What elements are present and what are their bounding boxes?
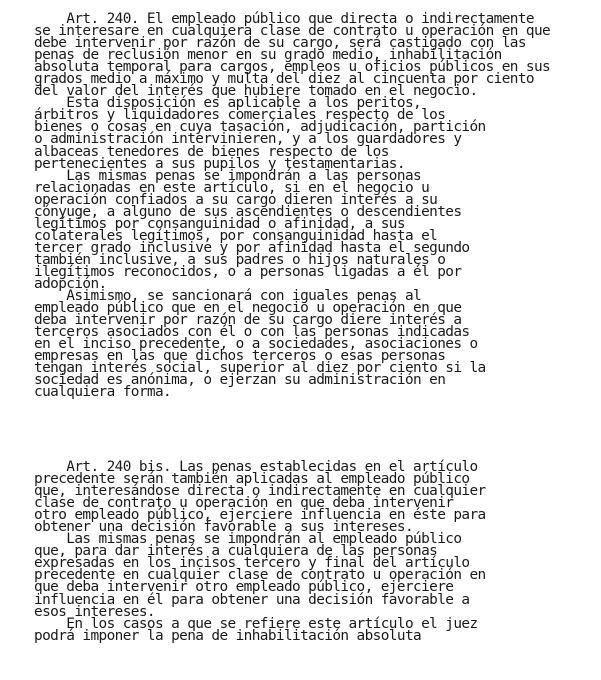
text-line: Esta disposición es aplicable a los peritos, xyxy=(34,95,422,112)
text-line: Las mismas penas se impondrán a las personas xyxy=(34,167,422,184)
text-line: que deba intervenir otro empleado público, ejerciere xyxy=(34,579,454,596)
text-line: albaceas tenedores de bienes respecto de los xyxy=(34,143,389,160)
text-line: cualquiera forma. xyxy=(34,384,172,401)
text-line: Las mismas penas se impondrán al empleado público xyxy=(34,531,462,548)
text-line: deba intervenir por razón de su cargo diere interés a xyxy=(34,312,462,329)
text-line: influencia en él para obtener una decisión favorable a xyxy=(34,591,470,608)
text-line: también inclusive, a sus padres o hijos naturales o xyxy=(34,251,446,268)
text-line: cónyuge, a alguno de sus ascendientes o descendientes xyxy=(34,203,462,220)
text-line: sociedad es anónima, o ejerzan su administración en xyxy=(34,372,446,389)
text-line: que, interesándose directa o indirectamente en cualquier xyxy=(34,483,486,500)
text-line: tengan interés social, superior al diez por ciento si la xyxy=(34,360,486,377)
text-line: terceros asociados con él o con las personas indicadas xyxy=(34,324,470,341)
text-line: debe intervenir por razón de su cargo, será castigado con las xyxy=(34,35,526,52)
text-line: adopción. xyxy=(34,276,107,293)
text-line: o administración intervinieren, y a los guardadores y xyxy=(34,131,462,148)
text-line: grados medio a máximo y multa del diez al cincuenta por ciento xyxy=(34,71,534,88)
article-240 xyxy=(34,13,601,399)
text-line: pertenecientes a sus pupilos y testamentarias. xyxy=(34,155,405,172)
article-240-bis xyxy=(34,461,601,642)
text-line: absoluta temporal para cargos, empleos u oficios públicos en sus xyxy=(34,59,551,76)
text-line: que, para dar interés a cualquiera de las personas xyxy=(34,543,438,560)
text-line: precedente serán también aplicadas al empleado público xyxy=(34,471,470,488)
text-line: operación confiados a su cargo dieren interés a su xyxy=(34,191,438,208)
text-line: legítimos por consanguinidad o afinidad, a sus xyxy=(34,215,405,232)
text-line: otro empleado público, ejerciere influencia en éste para xyxy=(34,507,486,524)
text-line: expresadas en los incisos tercero y final del artículo xyxy=(34,555,470,572)
text-line: en el inciso precedente, o a sociedades, asociaciones o xyxy=(34,336,478,353)
text-line: En los casos a que se refiere este artículo el juez xyxy=(34,615,478,632)
text-line: podrá imponer la pena de inhabilitación absoluta xyxy=(34,627,422,644)
text-line: precedente en cualquier clase de contrato u operación en xyxy=(34,567,486,584)
text-line: colaterales legítimos, por consanguinidad hasta el xyxy=(34,227,438,244)
text-line: Art. 240 bis. Las penas establecidas en el artículo xyxy=(34,459,478,475)
text-line: se interesare en cualquiera clase de contrato u operación en que xyxy=(34,23,551,40)
text-line: del valor del interés que hubiere tomado en el negocio. xyxy=(34,83,478,100)
text-line: Asimismo, se sancionará con iguales penas al xyxy=(34,288,422,305)
text-line: Art. 240. El empleado público que directa o indirectamente xyxy=(34,11,534,27)
text-line: empresas en las que dichos terceros o esas personas xyxy=(34,348,446,365)
text-line: bienes o cosas en cuya tasación, adjudicación, partición xyxy=(34,119,486,136)
text-line: esos intereses. xyxy=(34,603,155,620)
text-line: clase de contrato u operación en que deba intervenir xyxy=(34,495,454,512)
text-line: obtener una decisión favorable a sus intereses. xyxy=(34,519,414,536)
text-line: tercer grado inclusive y por afinidad hasta el segundo xyxy=(34,239,470,256)
text-line: árbitros y liquidadores comerciales respecto de los xyxy=(34,107,446,124)
text-line: penas de reclusión menor en su grado medio, inhabilitación xyxy=(34,47,502,64)
text-line: relacionadas en este artículo, si en el negocio u xyxy=(34,179,430,196)
text-line: empleado público que en el negocio u operación en que xyxy=(34,300,462,317)
text-line: ilegítimos reconocidos, o a personas ligadas a él por xyxy=(34,263,462,280)
